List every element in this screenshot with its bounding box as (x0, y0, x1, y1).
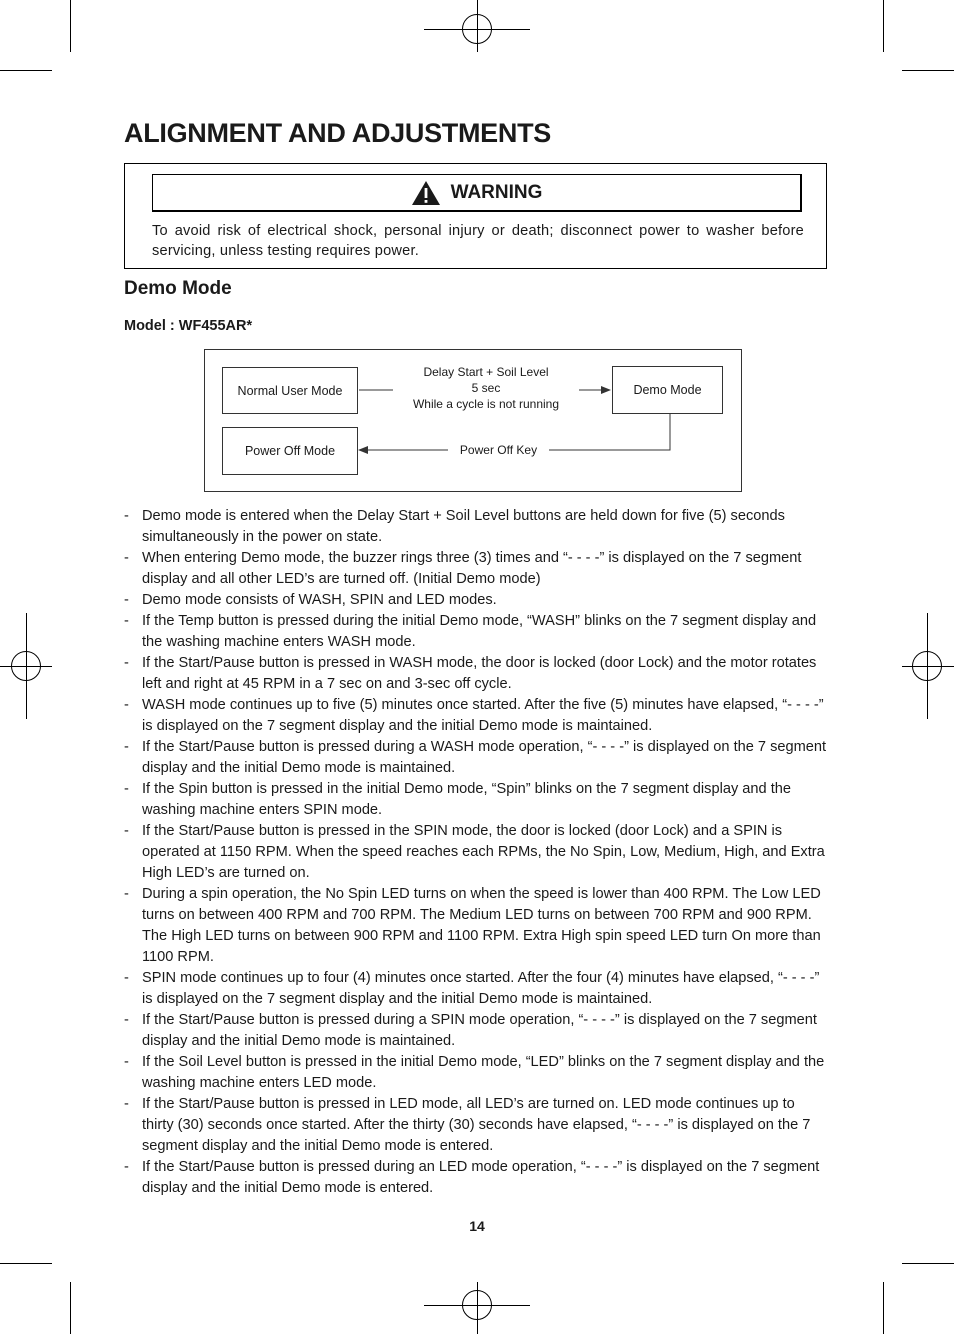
power-off-key-label: Power Off Key (459, 443, 538, 457)
transition-line: Delay Start + Soil Level (423, 365, 549, 379)
list-item: - If the Soil Level button is pressed in the initial Demo mode, “LED” blinks on the 7 segment display and the washing machine enters LED mode. (124, 1052, 830, 1094)
crop-mark (0, 70, 52, 71)
list-item: - Demo mode is entered when the Delay Start + Soil Level buttons are held down for five (5) seconds simultaneously in the power on state. (124, 506, 830, 548)
list-item: - If the Start/Pause button is pressed in LED mode, all LED’s are turned on. LED mode continues up to thirty (30) seconds once started. After the thirty (30) seconds have elapsed, “- - - -” is displayed on the 7 segment display and the initial Demo mode is entered. (124, 1094, 830, 1157)
list-item: - When entering Demo mode, the buzzer rings three (3) times and “- - - -” is displayed on the 7 segment display and all other LED’s are turned off. (Initial Demo mode) (124, 548, 830, 590)
transition-line: While a cycle is not running (412, 397, 560, 411)
list-item: - If the Temp button is pressed during the initial Demo mode, “WASH” blinks on the 7 segment display and the washing machine enters WASH mode. (124, 611, 830, 653)
crop-mark (0, 1263, 52, 1264)
page-number: 14 (469, 1218, 485, 1234)
warning-label: WARNING (450, 181, 543, 203)
crop-mark (70, 0, 71, 52)
crop-mark (902, 1263, 954, 1264)
crop-mark (70, 1282, 71, 1334)
crop-mark (902, 70, 954, 71)
list-item: - If the Start/Pause button is pressed in WASH mode, the door is locked (door Lock) and the motor rotates left and right at 45 RPM in a 7 sec on and 3-sec off cycle. (124, 653, 830, 695)
list-item: - Demo mode consists of WASH, SPIN and LED modes. (124, 590, 830, 611)
list-item: - If the Start/Pause button is pressed during an LED mode operation, “- - - -” is displayed on the 7 segment display and the initial Demo mode is entered. (124, 1157, 830, 1199)
list-item: - If the Start/Pause button is pressed during a WASH mode operation, “- - - -” is displayed on the 7 segment display and the initial Demo mode is maintained. (124, 737, 830, 779)
list-item: - If the Spin button is pressed in the initial Demo mode, “Spin” blinks on the 7 segment display and the washing machine enters SPIN mode. (124, 779, 830, 821)
normal-user-mode-box: Normal User Mode (222, 367, 358, 414)
crop-mark (883, 0, 884, 52)
power-off-mode-box: Power Off Mode (222, 427, 358, 475)
transition-label (393, 364, 579, 412)
transition-line: 5 sec (471, 381, 501, 395)
list-item: - During a spin operation, the No Spin LED turns on when the speed is lower than 400 RPM. The Low LED turns on between 400 RPM and 700 RPM. The Medium LED turns on between 700 RPM and 900 RPM. The High LED turns on between 900 RPM and 1100 RPM. Extra High spin speed LED turn On more than 1100 RPM. (124, 884, 830, 968)
list-item: - WASH mode continues up to five (5) minutes once started. After the five (5) minutes have elapsed, “- - - -” is displayed on the 7 segment display and the initial Demo mode is maintained. (124, 695, 830, 737)
arrow-to-power-off-mode (549, 414, 670, 450)
warning-header (152, 174, 802, 212)
warning-triangle-icon (411, 180, 441, 206)
page-title: ALIGNMENT AND ADJUSTMENTS (124, 118, 551, 148)
demo-mode-box: Demo Mode (612, 366, 723, 414)
list-item: - If the Start/Pause button is pressed in the SPIN mode, the door is locked (door Lock) and a SPIN is operated at 1150 RPM. When the speed reaches each RPMs, the No Spin, Low, Medium, High, and Extra High LED’s are turned on. (124, 821, 830, 884)
demo-mode-diagram (204, 349, 742, 492)
section-heading: Demo Mode (124, 278, 232, 299)
warning-text: To avoid risk of electrical shock, personal injury or death; disconnect power to washer before servicing, unless testing requires power. (152, 223, 804, 259)
demo-mode-instructions (124, 506, 830, 1199)
warning-box (124, 163, 827, 269)
list-item: - SPIN mode continues up to four (4) minutes once started. After the four (4) minutes have elapsed, “- - - -” is displayed on the 7 segment display and the initial Demo mode is maintained. (124, 968, 830, 1010)
crop-mark (883, 1282, 884, 1334)
model-label: Model : WF455AR* (124, 318, 253, 334)
list-item: - If the Start/Pause button is pressed during a SPIN mode operation, “- - - -” is displayed on the 7 segment display and the initial Demo mode is maintained. (124, 1010, 830, 1052)
